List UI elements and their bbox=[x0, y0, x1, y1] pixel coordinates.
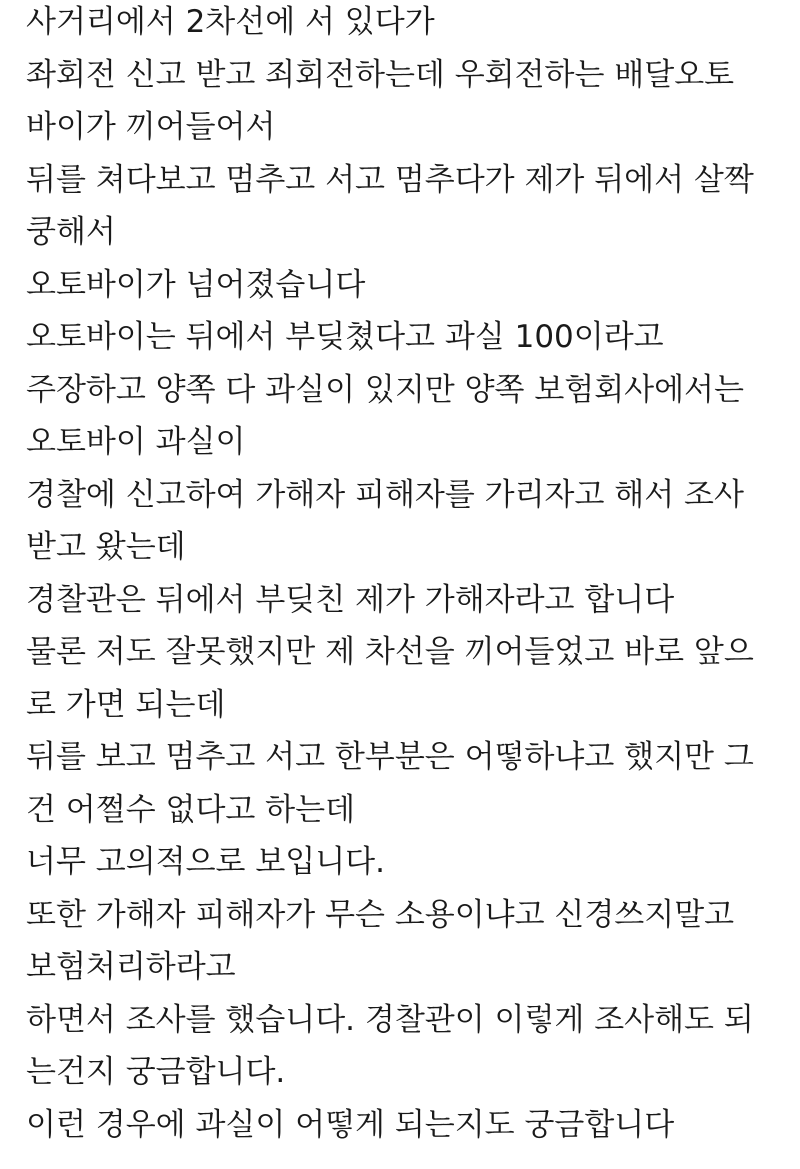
text-line: 너무 고의적으로 보입니다. bbox=[26, 844, 385, 880]
text-line: 오토바이 과실이 bbox=[26, 424, 246, 460]
text-line: 로 가면 되는데 bbox=[26, 686, 226, 723]
text-line: 바이가 끼어들어서 bbox=[26, 109, 276, 145]
text-line: 좌회전 신고 받고 죄회전하는데 우회전하는 배달오토 bbox=[26, 56, 735, 93]
text-line: 경찰관은 뒤에서 부딪친 제가 가해자라고 합니다 bbox=[26, 581, 675, 618]
text-line: 이런 경우에 과실이 어떻게 되는지도 궁금합니다 bbox=[26, 1106, 675, 1143]
text-line: 쿵해서 bbox=[26, 214, 116, 250]
post-body bbox=[26, 0, 796, 1155]
text-line: 하면서 조사를 했습니다. 경찰관이 이렇게 조사해도 되 bbox=[26, 1001, 754, 1038]
text-line: 건 어쩔수 없다고 하는데 bbox=[26, 791, 356, 828]
text-line: 주장하고 양쪽 다 과실이 있지만 양쪽 보험회사에서는 bbox=[26, 371, 744, 408]
text-line: 보험처리하라고 bbox=[26, 949, 236, 985]
text-line: 뒤를 보고 멈추고 서고 한부분은 어떻하냐고 했지만 그 bbox=[26, 739, 754, 775]
text-line: 는건지 궁금합니다. bbox=[26, 1054, 286, 1090]
text-line: 오토바이는 뒤에서 부딪쳤다고 과실 100이라고 bbox=[26, 319, 664, 355]
text-line: 받고 왔는데 bbox=[26, 529, 186, 565]
text-line: 또한 가해자 피해자가 무슨 소용이냐고 신경쓰지말고 bbox=[26, 896, 735, 933]
text-line: 물론 저도 잘못했지만 제 차선을 끼어들었고 바로 앞으 bbox=[26, 634, 754, 670]
text-line: 뒤를 쳐다보고 멈추고 서고 멈추다가 제가 뒤에서 살짝 bbox=[26, 161, 754, 198]
text-line: 사거리에서 2차선에 서 있다가 bbox=[26, 4, 435, 40]
text-line: 오토바이가 넘어졌습니다 bbox=[26, 266, 366, 303]
text-line: 경찰에 신고하여 가해자 피해자를 가리자고 해서 조사 bbox=[26, 476, 744, 513]
